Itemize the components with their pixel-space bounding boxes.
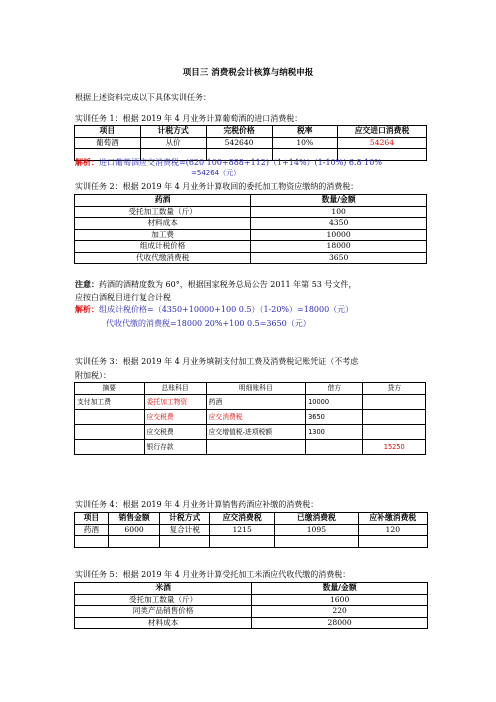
table-cell: 28000 [252, 617, 428, 629]
header-cell: 已缴消费税 [275, 513, 358, 525]
header-cell: 贷方 [363, 383, 426, 395]
table-header-row [75, 513, 428, 525]
header-cell: 数量/金额 [252, 583, 428, 595]
table-cell: 1095 [275, 524, 358, 536]
table-cell: 加工费 [75, 229, 251, 241]
table-cell: 10000 [306, 394, 363, 409]
table-row [75, 229, 427, 241]
table-cell: 4350 [251, 218, 427, 230]
table-cell: 应交税费 [144, 424, 206, 439]
table-cell: 3650 [306, 409, 363, 424]
table-cell: 受托加工数量（斤） [75, 206, 251, 218]
header-cell: 药酒 [75, 195, 251, 207]
header-cell: 计税方式 [160, 513, 210, 525]
table-cell: 542640 [206, 137, 272, 149]
table-cell: 10000 [251, 229, 427, 241]
header-cell: 项目 [75, 513, 109, 525]
table-row [75, 218, 427, 230]
table-cell: 3650 [251, 252, 427, 264]
table-row [75, 439, 426, 454]
task5-heading: 实训任务 5：根据 2019 年 4 月业务计算受托加工米酒应代收代缴的消费税： [75, 570, 351, 579]
header-cell: 数量/金额 [251, 195, 427, 207]
table-cell [363, 409, 426, 424]
task5-table [74, 582, 428, 629]
table-row [75, 241, 427, 253]
table-cell: 15250 [363, 439, 426, 454]
table-cell: 药酒 [206, 394, 305, 409]
task2-table [74, 194, 427, 264]
table-cell: 从价 [140, 137, 206, 149]
table-row [75, 252, 427, 264]
task2-heading: 实训任务 2：根据 2019 年 4 月业务计算收回的委托加工物资应缴纳的消费税： [75, 182, 359, 191]
table-row [75, 606, 428, 618]
table-row [75, 424, 426, 439]
table-cell: 6000 [108, 524, 160, 536]
analysis-text: 进口葡萄酒应交消费税=(620 100+888+112)（1+14%）(1-10%) 6.8 10% [99, 158, 382, 167]
table-cell [363, 394, 426, 409]
task4-heading: 实训任务 4：根据 2019 年 4 月业务计算销售药酒应补缴的消费税： [75, 500, 319, 509]
table-header-row [75, 383, 426, 395]
analysis-label: 解析： [75, 304, 99, 314]
header-cell: 应补缴消费税 [358, 513, 427, 525]
header-cell: 应交进口消费税 [337, 126, 426, 138]
task3-heading: 实训任务 3：根据 2019 年 4 月业务填制支付加工费及消费税记账凭证（不考虑 [75, 357, 359, 366]
table-cell [75, 424, 145, 439]
table-cell [75, 439, 145, 454]
note-text: 药酒的酒精度数为 60°，根据国家税务总局公告 2011 年第 53 号文件， [99, 280, 357, 289]
header-cell: 摘要 [75, 383, 145, 395]
table-header-row [75, 126, 427, 138]
header-cell: 计税方式 [140, 126, 206, 138]
table-cell: 同类产品销售价格 [75, 606, 252, 618]
table-row [75, 536, 428, 548]
table-cell: 受托加工数量（斤） [75, 594, 252, 606]
table-cell: 1300 [306, 424, 363, 439]
table-cell: 复合计税 [160, 524, 210, 536]
analysis-text: 组成计税价格=（4350+10000+100 0.5）（1-20%）=18000（元） [99, 305, 354, 314]
table-cell: 银行存款 [144, 439, 206, 454]
table-cell: 葡萄酒 [75, 137, 141, 149]
task1-heading: 实训任务 1：根据 2019 年 4 月业务计算葡萄酒的进口消费税： [75, 114, 303, 123]
task1-table [74, 125, 427, 161]
table-cell: 应交增值税-进项税额 [206, 424, 305, 439]
header-cell: 项目 [75, 126, 141, 138]
task3-voucher-table [74, 382, 426, 455]
table-cell: 药酒 [75, 524, 109, 536]
table-cell: 材料成本 [75, 218, 251, 230]
note-label: 注意： [75, 279, 99, 289]
table-row [75, 617, 428, 629]
task2-note [75, 279, 356, 290]
page-title: 项目三 消费税会计核算与纳税申报 [182, 68, 314, 78]
table-cell [306, 439, 363, 454]
table-cell: 应交消费税 [206, 409, 305, 424]
task3-heading-cont: 附加税）： [75, 371, 111, 380]
table-cell: 组成计税价格 [75, 241, 251, 253]
table-cell: 120 [358, 524, 427, 536]
task2-analysis [75, 304, 353, 315]
table-cell [363, 424, 426, 439]
table-cell: 应交税费 [144, 409, 206, 424]
analysis-label: 解析： [75, 157, 99, 167]
header-cell: 税率 [272, 126, 337, 138]
table-row [75, 206, 427, 218]
table-row [75, 409, 426, 424]
table-cell: 220 [252, 606, 428, 618]
table-cell: 1215 [210, 524, 275, 536]
table-row [75, 137, 427, 149]
table-row [75, 594, 428, 606]
table-cell: 100 [251, 206, 427, 218]
header-cell: 总账科目 [144, 383, 206, 395]
header-cell: 完税价格 [206, 126, 272, 138]
task1-analysis [75, 157, 382, 168]
table-row [75, 524, 428, 536]
table-cell: 材料成本 [75, 617, 252, 629]
table-cell: 10% [272, 137, 337, 149]
table-cell: 54264 [337, 137, 426, 149]
task1-analysis-result: =54264（元） [191, 169, 241, 177]
table-cell: 支付加工费 [75, 394, 145, 409]
table-header-row [75, 583, 428, 595]
task2-analysis-cont: 代收代缴的消费税=18000 20%+100 0.5=3650（元） [106, 319, 311, 328]
task2-note-cont: 应按白酒税目进行复合计税 [75, 293, 171, 302]
intro-text: 根据上述资料完成以下具体实训任务： [75, 93, 211, 102]
table-cell: 1600 [252, 594, 428, 606]
header-cell: 借方 [306, 383, 363, 395]
table-cell: 18000 [251, 241, 427, 253]
table-cell [75, 409, 145, 424]
task4-table [74, 512, 428, 548]
header-cell: 明细账科目 [206, 383, 305, 395]
header-cell: 销售金额 [108, 513, 160, 525]
table-cell: 代收代缴消费税 [75, 252, 251, 264]
header-cell: 米酒 [75, 583, 252, 595]
table-cell [206, 439, 305, 454]
table-cell: 委托加工物资 [144, 394, 206, 409]
header-cell: 应交消费税 [210, 513, 275, 525]
table-header-row [75, 195, 427, 207]
table-row [75, 394, 426, 409]
